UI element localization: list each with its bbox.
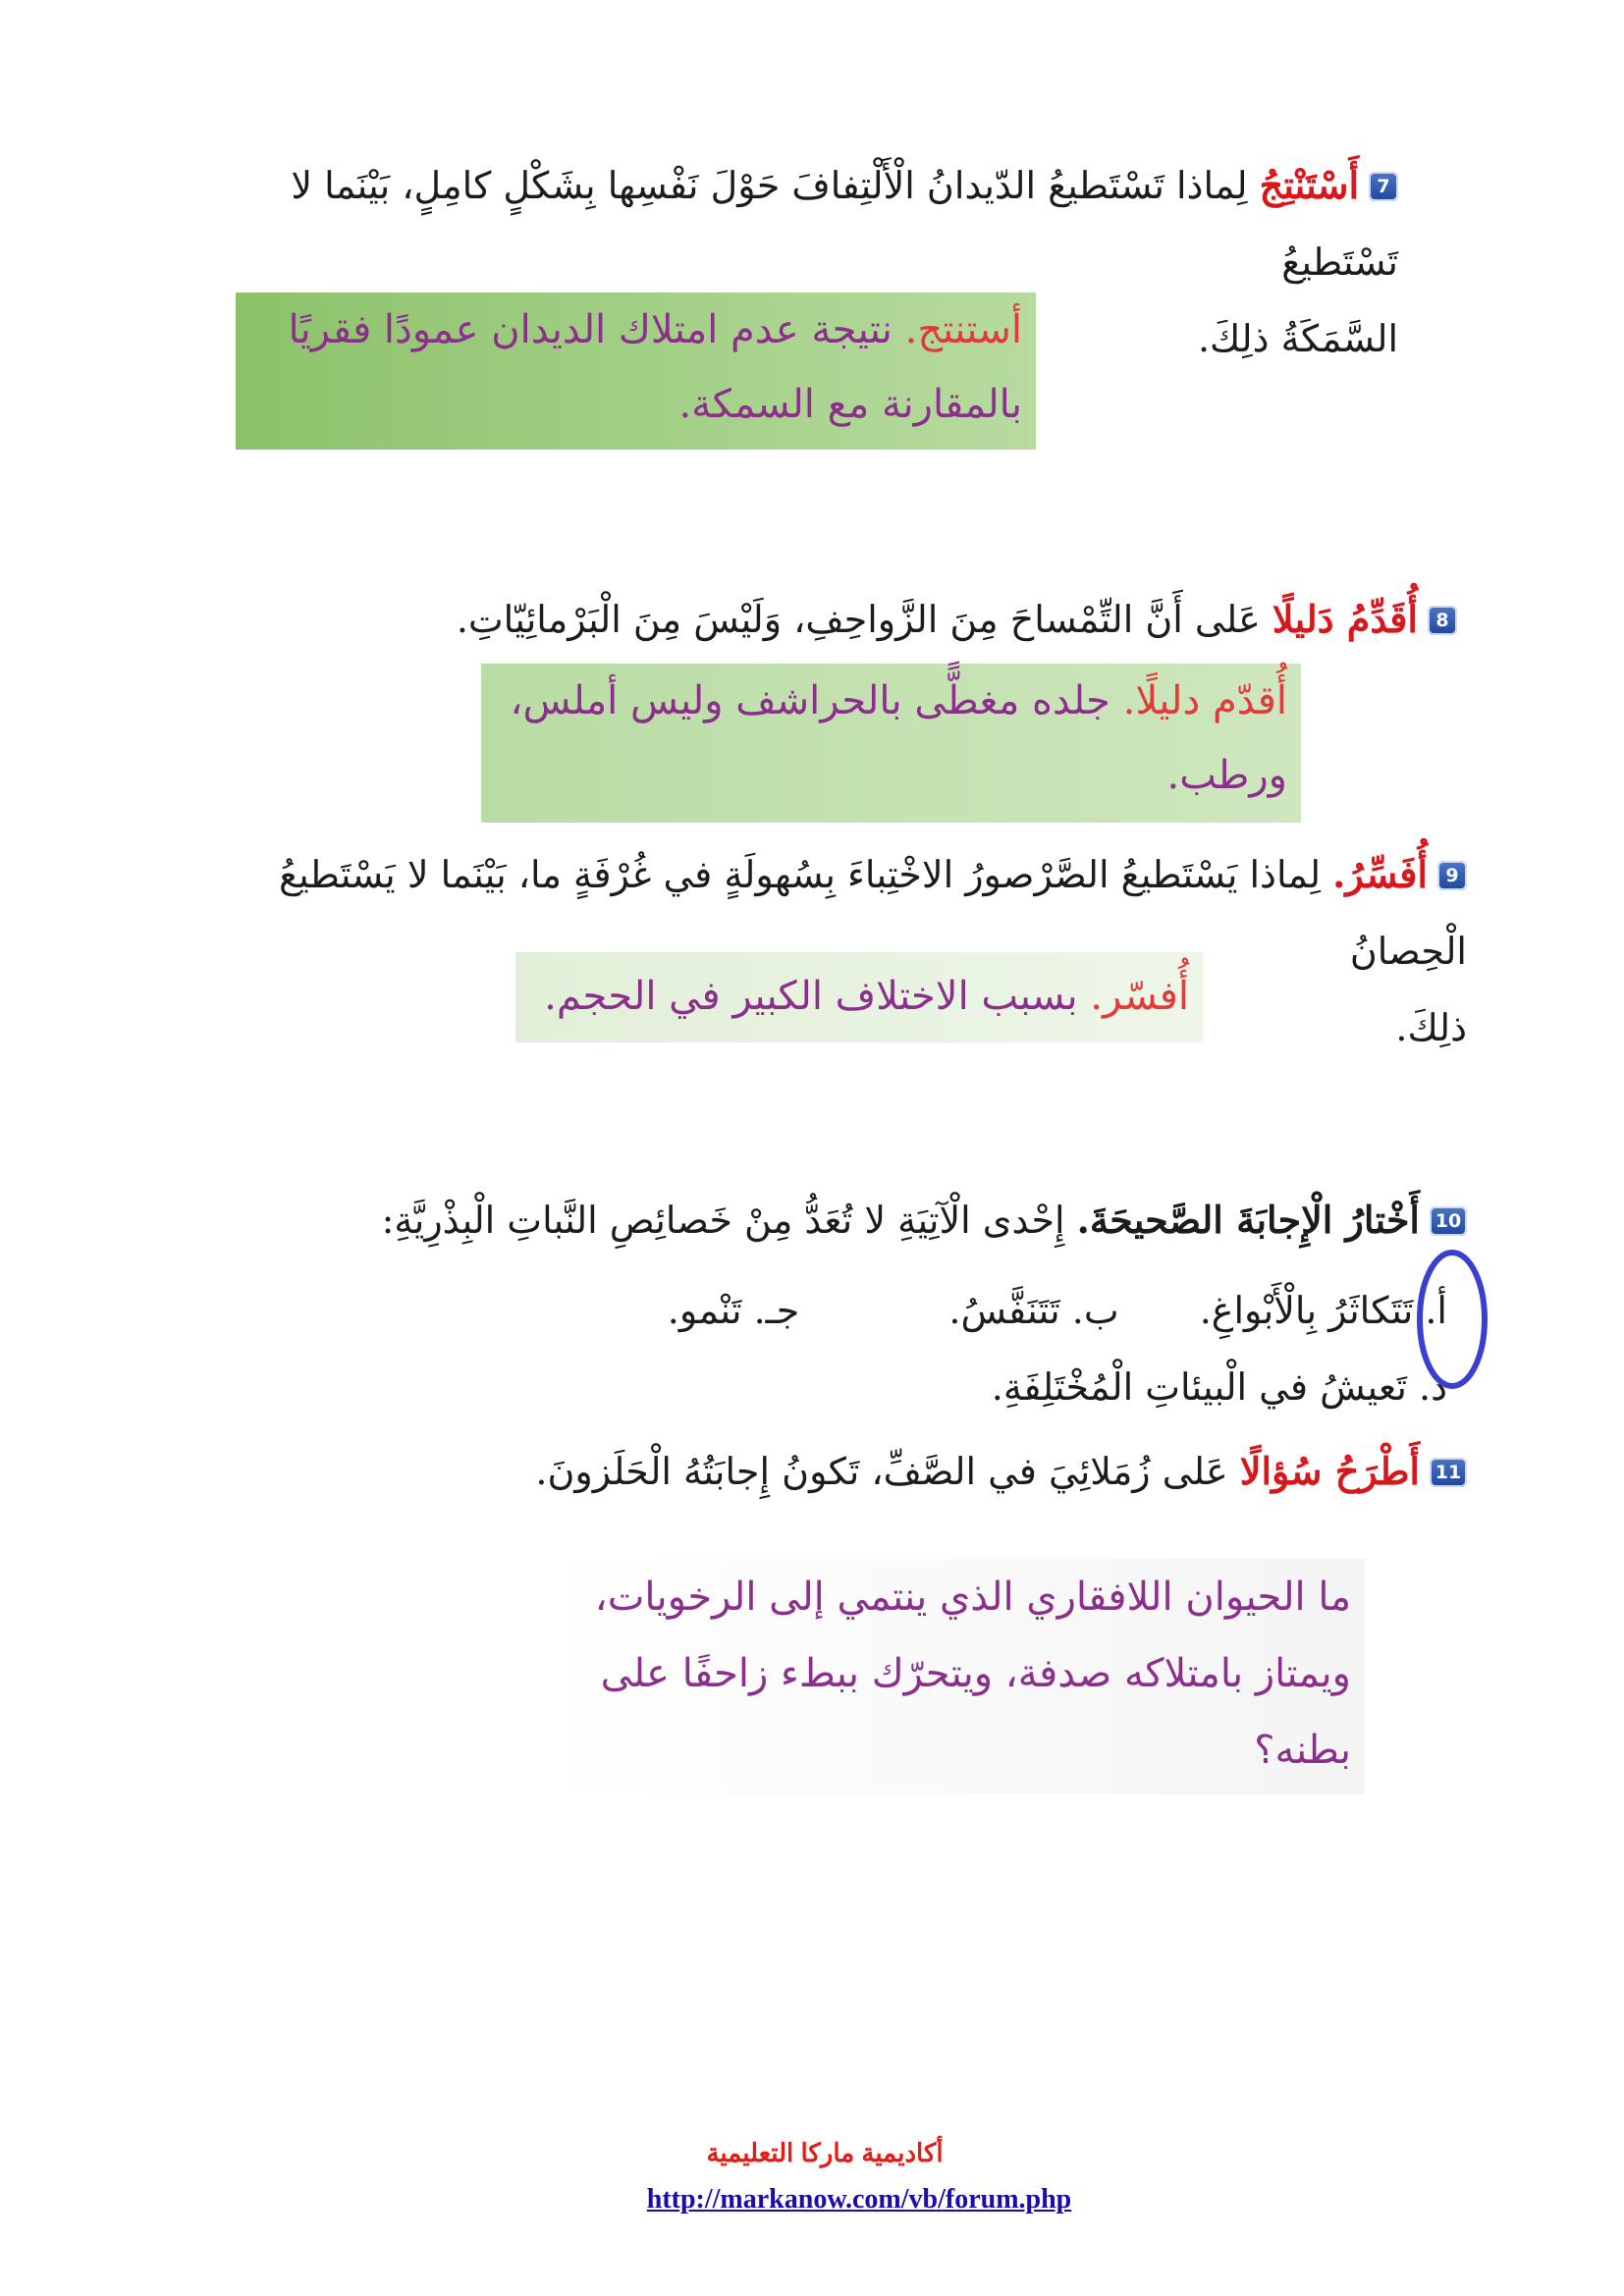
answer-keyword: أُفسّر. bbox=[1090, 974, 1189, 1019]
answer-8-line-1 bbox=[495, 664, 1287, 738]
answer-box-8 bbox=[481, 664, 1301, 823]
answer-7-line-1 bbox=[249, 293, 1022, 367]
footer-link[interactable]: http://markanow.com/vb/forum.php bbox=[646, 2184, 1072, 2215]
option-b[interactable]: ب. تَتَنَفَّسُ. bbox=[948, 1289, 1119, 1332]
question-text: لِماذا يَسْتَطيعُ الصَّرْصورُ الاخْتِباءَ بِسُهولَةٍ في غُرْفَةٍ ما، بَيْنَما لا يَسْتَطيعُ الْحِصانُ bbox=[278, 853, 1467, 973]
question-text-continued: السَّمَكَةُ ذلِكَ. bbox=[1197, 317, 1398, 360]
option-c[interactable]: جـ. تَنْمو. bbox=[667, 1289, 800, 1332]
question-8 bbox=[279, 581, 1457, 658]
answer-text: جلده مغطًّى بالحراشف وليس أملس، bbox=[510, 678, 1110, 723]
answer-box-11 bbox=[545, 1559, 1365, 1794]
question-10 bbox=[190, 1182, 1467, 1258]
question-7-line-1 bbox=[190, 147, 1398, 300]
answer-circle-mark bbox=[1412, 1245, 1492, 1394]
option-d[interactable]: د. تَعيشُ في الْبيئاتِ الْمُخْتَلِفَةِ. bbox=[991, 1365, 1447, 1409]
question-keyword: أَسْتَنْتِجُ bbox=[1259, 163, 1359, 207]
answer-11-line-1: ما الحيوان اللافقاري الذي ينتمي إلى الرخويات، bbox=[594, 1575, 1351, 1620]
answer-11-line-2: ويمتاز بامتلاكه صدفة، ويتحرّك ببطء زاحفًا على bbox=[600, 1651, 1351, 1696]
question-number-badge: 11 bbox=[1430, 1458, 1467, 1487]
answer-box-9 bbox=[515, 952, 1203, 1042]
answer-keyword: أستنتج. bbox=[904, 307, 1022, 352]
answer-box-7 bbox=[236, 293, 1036, 450]
question-keyword: أَطْرَحُ سُؤالًا bbox=[1239, 1449, 1420, 1493]
option-a[interactable]: أ. تَتَكاثَرُ بِالْأَبْواغِ. bbox=[1199, 1289, 1447, 1332]
question-number-badge: 7 bbox=[1369, 172, 1398, 201]
question-11 bbox=[190, 1433, 1467, 1510]
answer-text: بسبب الاختلاف الكبير في الحجم. bbox=[544, 974, 1078, 1019]
question-text-continued: ذلِكَ. bbox=[1395, 1006, 1467, 1049]
question-number-badge: 8 bbox=[1428, 606, 1457, 635]
answer-11-line-3: بطنه؟ bbox=[1254, 1728, 1351, 1773]
question-text: عَلى أَنَّ التِّمْساحَ مِنَ الزَّواحِفِ، وَلَيْسَ مِنَ الْبَرْمائِيّاتِ. bbox=[456, 598, 1261, 641]
question-keyword: أَخْتارُ الْإِجابَةَ الصَّحيحَةَ. bbox=[1076, 1198, 1420, 1242]
answer-8-line-2: ورطب. bbox=[1166, 753, 1287, 798]
question-text: عَلى زُمَلائِيَ في الصَّفِّ، تَكونُ إِجابَتُهُ الْحَلَزونَ. bbox=[535, 1450, 1228, 1493]
answer-7-line-2: بالمقارنة مع السمكة. bbox=[678, 382, 1022, 427]
question-keyword: أُقَدِّمُ دَليلًا bbox=[1272, 597, 1418, 641]
answer-keyword: أُقدّم دليلًا. bbox=[1122, 678, 1287, 723]
question-number-badge: 9 bbox=[1437, 861, 1467, 890]
question-number-badge: 10 bbox=[1430, 1206, 1467, 1236]
answer-options bbox=[171, 1272, 1447, 1425]
question-text: لِماذا تَسْتَطيعُ الدّيدانُ الْأَلْتِفافَ حَوْلَ نَفْسِها بِشَكْلٍ كامِلٍ، بَيْنَما لا تَسْتَطيعُ bbox=[291, 164, 1398, 284]
answer-text: نتيجة عدم امتلاك الديدان عمودًا فقريًا bbox=[288, 307, 893, 352]
question-keyword: أُفَسِّرُ. bbox=[1332, 852, 1428, 896]
question-text: إِحْدى الْآتِيَةِ لا تُعَدُّ مِنْ خَصائِصِ النَّباتِ الْبِذْرِيَّةِ: bbox=[381, 1199, 1065, 1242]
footer-title: أكاديمية ماركا التعليمية bbox=[706, 2138, 944, 2167]
